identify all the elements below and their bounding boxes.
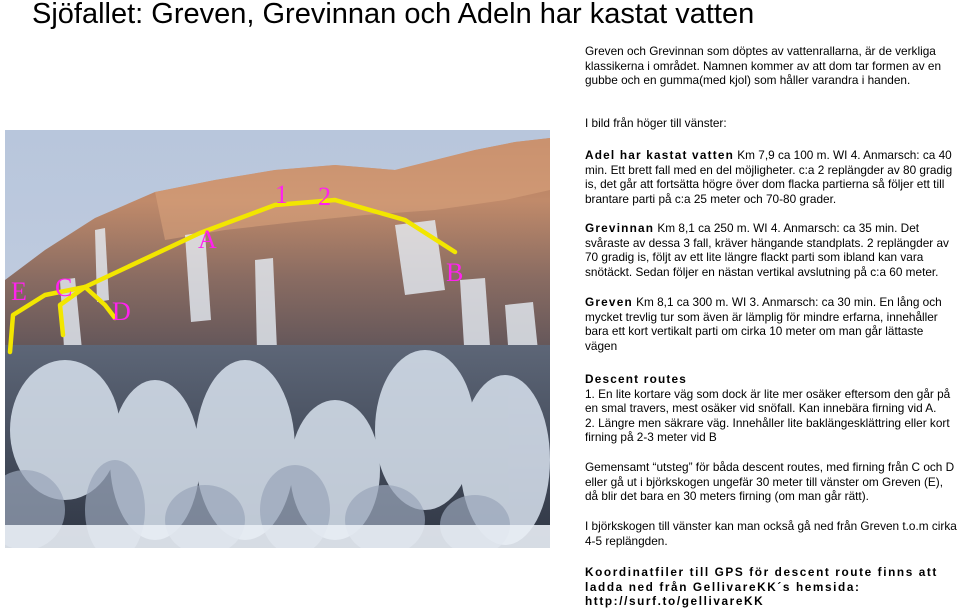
adel-name: Adel har kastat vatten [585,148,735,162]
marker-e: E [11,277,27,306]
grevinnan-info: Km 8,1 ca 250 m. WI 4. Anmarsch: ca 35 min. Det svåraste av dessa 3 fall, kräver hängande standplats. 2 replängder av 70 gradig is, följt av ett lite längre flackt parti som ibland kan vara snötäckt. Sedan följer en nästan vertikal avslutning på c:a 60 meter. [585,221,949,279]
adel-description [585,148,957,206]
descent-item-2: 2. Längre men säkrare väg. Innehåller lite baklängesklättring eller kort firning på 2-3 meter vid B [585,415,950,445]
route-overlay-image [5,130,550,548]
grevinnan-description [585,221,957,279]
marker-1: 1 [275,180,288,209]
marker-b: B [446,258,464,287]
frozen-waterfall-photo [5,130,550,548]
greven-name: Greven [585,295,633,309]
birch-forest-text: I björkskogen till vänster kan man också gå ned från Greven t.o.m cirka 4-5 replängden. [585,519,957,548]
descent-item-1: 1. En lite kortare väg som dock är lite mer osäker eftersom den går på en smal travers, mest osäker vid snöfall. Kan innebära firning vid A. [585,386,951,416]
page-title: Sjöfallet: Greven, Grevinnan och Adeln har kastat vatten [32,0,755,30]
adel-info: Km 7,9 ca 100 m. WI 4. Anmarsch: ca 40 min. Ett brett fall med en del möjligheter. c:a 2 replängder av 80 gradig is, det går att fortsätta högre över dom flacka partierna så följer ett till brantare parti på c:a 25 meter och 70-80 grader. [585,148,953,206]
descent-heading: Descent routes [585,372,688,386]
marker-a: A [198,225,217,254]
marker-d: D [112,297,131,326]
grevinnan-name: Grevinnan [585,221,655,235]
descent-section [585,372,957,445]
greven-description [585,295,957,353]
intro-text: Greven och Grevinnan som döptes av vattenrallarna, är de verkliga klassikerna i området. Namnen kommer av att dom tar formen av en gubbe och en gumma(med kjol) som håller varandra i handen. [585,44,942,88]
gps-text: Koordinatfiler till GPS för descent route finns att ladda ned från GellivareKK´s hemsida: http://surf.to/gellivareKK [585,565,938,609]
marker-2: 2 [318,182,331,211]
order-text: I bild från höger till vänster: [585,116,727,130]
marker-c: C [55,273,73,302]
common-exit-text: Gemensamt “utsteg” för båda descent routes, med firning från C och D eller gå ut i björkskogen ungefär 30 meter till vänster om Greven (E), då blir det bara en 30 meters firning (om man går rätt). [585,460,955,504]
greven-info: Km 8,1 ca 300 m. WI 3. Anmarsch: ca 30 min. En lång och mycket trevlig tur som även är lämplig för mindre erfarna, innehåller bara ett kort vertikalt parti om cirka 10 meter om man går lättaste vägen [585,295,942,353]
